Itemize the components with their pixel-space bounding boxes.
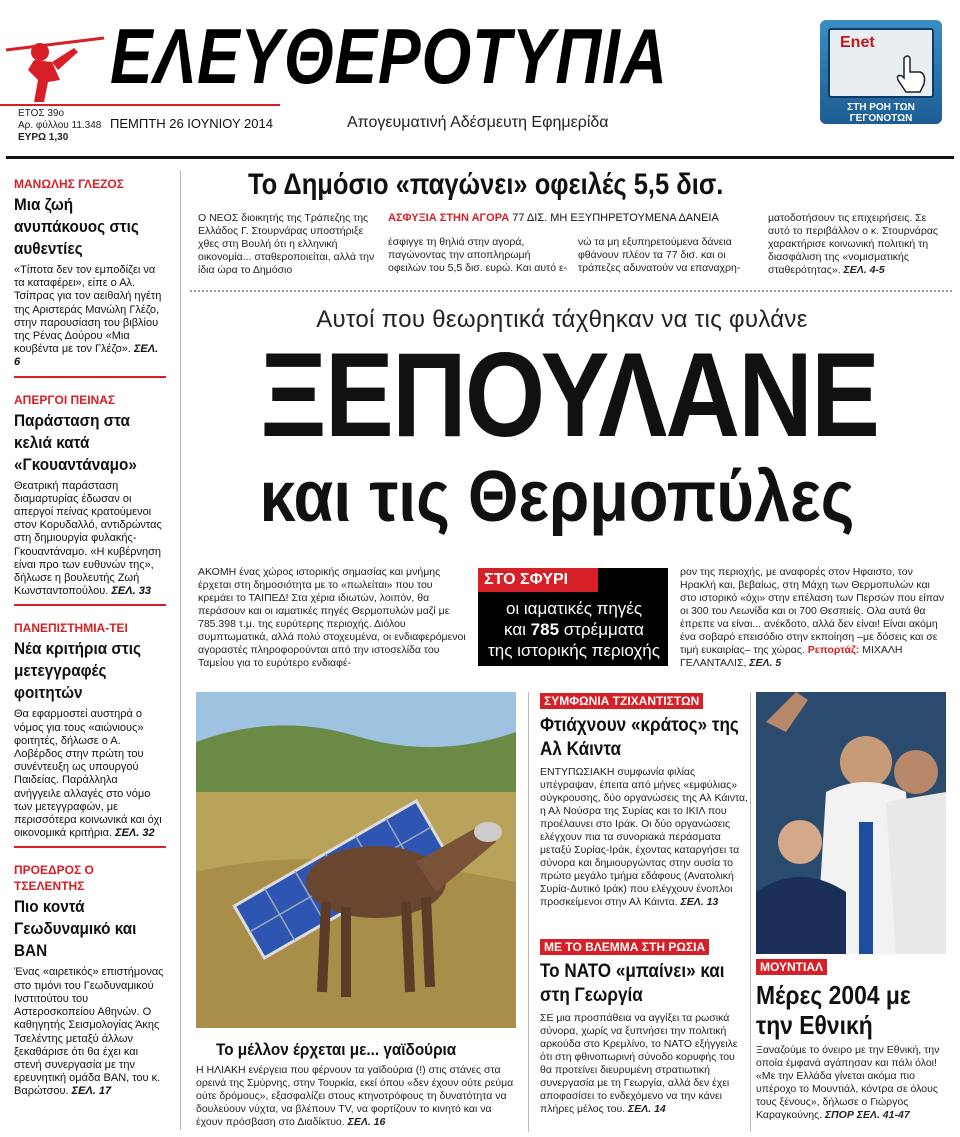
story-kicker: ΜΕ ΤΟ ΒΛΕΜΜΑ ΣΤΗ ΡΩΣΙΑ <box>540 939 709 955</box>
story-body: ΣΕ μια προσπάθεια να αγγίξει τα ρωσικά σύνορα, χωρίς να ξυπνήσει την πολιτική αρκούδα στο Κρεμλίνο, το ΝΑΤΟ εξήγγειλε ότι στη φθινοπωρινή σύνοδο κορυφής του θα προτείνει διευρυμένη στρατιωτική συνεργασία με τη Γεωργία, αλλά δεν έχει αποφασίσει το ενδεχόμενο να την κάνει πλήρες μέλος του. <box>540 1012 738 1115</box>
story-body: Ένας «αιρετικός» επιστήμονας στο τιμόνι του Γεωδυναμικού Ινστιτούτου του Αστεροσκοπείου Αθηνών. Ο καθηγητής Σεισμολογίας Άκης Τσελέντης μεταξύ άλλων ξεκαθάρισε ότι θα έχει και στενή συνεργασία με την ερευνητική ομάδα ΒΑΝ, του κ. Βαρώτσου. <box>14 966 164 1098</box>
story-body: Θα εφαρμοστεί αυστηρά ο νόμος για τους «αιώνιους» φοιτητές, δήλωσε ο Α. Λοβέρδος στην πρώτη του συνέντευξη ως υπουργού Παιδείας. Παράλληλα ανήγγειλε αλλαγές στο νόμο των μετεγγραφών, με περισσότερα κοινωνικά και όχι οικονομικά κριτήρια. <box>14 708 162 840</box>
page-ref: ΣΕΛ. 6 <box>14 343 159 369</box>
spartan-warrior-logo-icon <box>4 30 108 104</box>
page-ref: ΣΕΛ. 13 <box>680 896 719 908</box>
top-story-subhead: 77 ΔΙΣ. ΜΗ ΕΞΥΠΗΡΕΤΟΥΜΕΝΑ ΔΑΝΕΙΑ <box>512 212 719 224</box>
story-body: «Τίποτα δεν τον εμποδίζει να τα καταφέρει», είπε ο Αλ. Τσίπρας για τον αειθαλή ηγέτη της Αριστεράς Μανώλη Γλέζο, στην παρουσίαση του βιβλίου της Ρένας Δούρου «Μια κουβέντα με τον Γλέζο». <box>14 264 162 356</box>
column-divider <box>528 692 529 1132</box>
top-story-headline[interactable]: Το Δημόσιο «παγώνει» οφειλές 5,5 δισ. <box>248 168 724 201</box>
issue-date: ΠΕΜΠΤΗ 26 ΙΟΥΝΙΟΥ 2014 <box>110 116 273 131</box>
lead-headline-1[interactable]: ΞΕΠΟΥΛΑΝΕ <box>260 328 879 462</box>
sidebar-story[interactable] <box>14 176 166 370</box>
page-ref: ΣΕΛ. 32 <box>115 827 155 840</box>
story-headline[interactable]: Μέρες 2004 με την Εθνική <box>756 980 911 1040</box>
price: ΕΥΡΩ 1,30 <box>18 132 69 143</box>
story-headline[interactable]: Νέα κριτήρια στις μετεγγραφές φοιτητών <box>14 639 141 703</box>
year-label: ΕΤΟΣ 39ο <box>18 108 65 119</box>
sidebar-story[interactable] <box>14 392 166 599</box>
story-kicker: ΠΑΝΕΠΙΣΤΗΜΙΑ-ΤΕΙ <box>14 621 128 636</box>
page-ref: ΣΕΛ. 33 <box>111 585 151 598</box>
pointer-hand-icon <box>894 54 928 94</box>
byline: ΜΙΧΑΛΗ ΓΕΛΑΝΤΑΛΙΣ, <box>680 644 903 669</box>
donkey-caption[interactable]: Το μέλλον έρχεται με... γαϊδούρια <box>216 1040 457 1059</box>
column-divider <box>750 692 751 1132</box>
top-story-subhead-line <box>388 212 768 225</box>
story-kicker: ΜΑΝΩΛΗΣ ΓΛΕΖΟΣ <box>14 177 124 191</box>
story-headline[interactable]: Φτιάχνουν «κράτος» της Αλ Κάιντα <box>540 715 739 760</box>
story-headline[interactable]: Πιο κοντά Γεωδυναμικό και ΒΑΝ <box>14 897 137 961</box>
mundial-story[interactable] <box>756 958 946 1122</box>
sidebar-story[interactable] <box>14 620 166 840</box>
byline-label: Ρεπορτάζ: <box>807 644 860 656</box>
masthead <box>0 0 960 143</box>
story-kicker: ΜΟΥΝΤΙΑΛ <box>756 959 827 975</box>
top-story-col2: έσφιγγε τη θηλιά στην αγορά, παγώνοντας την αποπληρωμή οφειλών του 5,5 δισ. ευρώ. Και αυτό ε- <box>388 236 568 274</box>
football-players-photo <box>756 692 946 954</box>
highlight-label: ΣΤΟ ΣΦΥΡΙ <box>478 568 598 592</box>
story-kicker: ΠΡΟΕΔΡΟΣ Ο ΤΣΕΛΕΝΤΗΣ <box>14 863 94 894</box>
highlight-text: οι ιαματικές πηγές και 785 στρέμματα της ιστορικής περιοχής <box>488 599 660 660</box>
page-ref: ΣΠΟΡ ΣΕΛ. 41-47 <box>824 1109 910 1121</box>
nato-story[interactable] <box>540 938 745 1116</box>
lead-col1: ΑΚΟΜΗ ένας χώρος ιστορικής σημασίας και μνήμης έρχεται στη δημοσιότητα με το «πωλείται» που του κρεμάει το ΤΑΙΠΕΔ! Στα χέρια ιδιωτών, λοιπόν, θα περάσουν και οι ιαματικές πηγές Θερμοπυλών μαζί με 785.398 τ.μ. της ευρύτερης περιοχής. Διόλου συμπτωματικά, αλλά πολύ στοχευμένα, οι ενδιαφερόμενοι αγοραστές πληροφορούνται από την ιστοσελίδα του Ταμείου για το ευρύτερο ενδιαφέ- <box>198 566 466 669</box>
lead-col3: ρον της περιοχής, με αναφορές στον Ηφαιστο, τον Ηρακλή και, βεβαίως, στη Μάχη των Θερμοπυλών και στο ιστορικό «όχι» στην επέλαση των Περσών που είπαν οι 300 του Λεωνίδα και οι 700 Θεσπιείς. Ολα αυτά θα έπρεπε να είναι... ανέκδοτο, αλλά δεν είναι! Είναι ακόμη ένα σοβαρό επεισόδιο στην εκποίηση –με δόσεις και σε τιμή ευκαιρίας– της χώρας. Ρεπορτάζ: ΜΙΧΑΛΗ ΓΕΛΑΝΤΑΛΙΣ, ΣΕΛ. 5 <box>680 566 945 669</box>
page-ref: ΣΕΛ. 16 <box>347 1116 386 1128</box>
dotted-divider <box>190 290 952 292</box>
lead-headline-2[interactable]: και τις Θερμοπύλες <box>259 457 855 537</box>
column-divider <box>180 170 181 1130</box>
issue-number: Αρ. φύλλου 11.348 <box>18 120 102 131</box>
page-ref: ΣΕΛ. 14 <box>628 1103 666 1115</box>
jihadist-story[interactable] <box>540 692 750 909</box>
lead-supertitle: Αυτοί που θεωρητικά τάχθηκαν να τις φυλάνε <box>316 306 808 333</box>
story-headline[interactable]: Μια ζωή ανυπάκουος στις αυθεντίες <box>14 195 139 258</box>
enet-logo: Enet <box>840 34 875 51</box>
top-story-col4: ματοδοτήσουν τις επιχειρήσεις. Σε αυτό το περιβάλλον ο κ. Στουρνάρας χαρακτήρισε κοινωνική πολιτική τη διασφάλιση της «νομισματικής σταθερότητας». ΣΕΛ. 4-5 <box>768 212 938 276</box>
enet-promo[interactable] <box>820 20 942 124</box>
story-body: Θεατρική παράσταση διαμαρτυρίας έδωσαν οι απεργοί πείνας κρατούμενοι στον Κορυδαλλό, αντιδρώντας στη δημιουργία φυλακής-Γκουαντάναμο. «Η κυβέρνηση είναι προ των ευθυνών της», δήλωσε η βουλευτής Ζωή Κωνσταντοπούλου. <box>14 479 162 598</box>
story-body: ΕΝΤΥΠΩΣΙΑΚΗ συμφωνία φιλίας υπέγραψαν, έπειτα από μήνες «εμφύλιας» σύγκρουσης, δύο οργανώσεις της Αλ Κάιντα, η Αλ Νούσρα της Συρίας και το ΙΚΙΛ που προέλαυνει στο Ιράκ. Οι δύο οργανώσεις ελέγχουν πια τα συνοριακά περάσματα μεταξύ Συρίας-Ιράκ, έχοντας καταργήσει τα σύνορα και δημιουργώντας στην ουσία το πρώτο μεγάλο τμήμα εδάφους (Ανατολική Συρία-Δυτικό Ιράκ) που ελέγχουν ένοπλοι προσκείμενοι στην Αλ Κάιντα. <box>540 766 748 908</box>
top-story-col3: νώ τα μη εξυπηρετούμενα δάνεια φθάνουν πλέον τα 77 δισ. και οι τράπεζες αδυνατούν να επαναχρη- <box>578 236 741 274</box>
donkey-solar-photo <box>196 692 516 1028</box>
page-ref: ΣΕΛ. 17 <box>71 1085 112 1098</box>
story-headline[interactable]: Το ΝΑΤΟ «μπαίνει» και στη Γεωργία <box>540 961 725 1006</box>
sidebar <box>14 176 166 1099</box>
donkey-body: Η ΗΛΙΑΚΗ ενέργεια που φέρνουν τα γαϊδούρια (!) στις στάνες στα ορεινά της Σμύρνης, στην Τουρκία, εκεί όπου «δεν έχουν ούτε ρεύμα ούτε δρόμους», εξασφαλίζει στους κτηνοτρόφους τη δυνατότητα να δουλεύουν νύχτα, να βλέπουν TV, να φορτίζουν το κινητό και να έχουν πρόσβαση στο Διαδίκτυο. ΣΕΛ. 16 <box>196 1064 514 1128</box>
story-kicker: ΣΥΜΦΩΝΙΑ ΤΖΙΧΑΝΤΙΣΤΩΝ <box>540 693 703 709</box>
newspaper-title: ΕΛΕΥΘΕΡΟΤΥΠΙΑ <box>110 12 668 100</box>
page-ref: ΣΕΛ. 5 <box>749 657 782 669</box>
enet-caption: ΣΤΗ ΡΟΗ ΤΩΝ ΓΕΓΟΝΟΤΩΝ <box>847 102 915 124</box>
highlight-number: 785 <box>530 620 560 639</box>
story-body: Ξαναζούμε το όνειρο με την Εθνική, την οποία έμφανά αγάπησαν και πάλι όλοι! «Με την Ελλάδα γίνεται ακόμα πιο υπέροχο το Μουντιάλ, κόντρα σε όλους τους ξένους», δήλωσε ο Γιώργος Καραγκούνης. <box>756 1044 940 1121</box>
story-kicker: ΑΠΕΡΓΟΙ ΠΕΙΝΑΣ <box>14 392 116 407</box>
top-story-subkicker: ΑΣΦΥΞΙΑ ΣΤΗΝ ΑΓΟΡΑ <box>388 212 510 224</box>
masthead-rule <box>6 156 954 159</box>
sidebar-story[interactable] <box>14 862 166 1098</box>
story-headline[interactable]: Παράσταση στα κελιά κατά «Γκουαντάναμο» <box>14 410 137 474</box>
page-ref: ΣΕΛ. 4-5 <box>843 264 885 276</box>
tagline: Απογευματινή Αδέσμευτη Εφημερίδα <box>347 114 609 131</box>
top-story-col1: Ο ΝΕΟΣ διοικητής της Τράπεζης της Ελλάδος Γ. Στουρνάρας υποστήριξε χθες στη Βουλή ότι η ελληνική οικονομία... σταθεροποιείται, αλλά την ίδια ώρα το Δημόσιο <box>198 212 375 276</box>
